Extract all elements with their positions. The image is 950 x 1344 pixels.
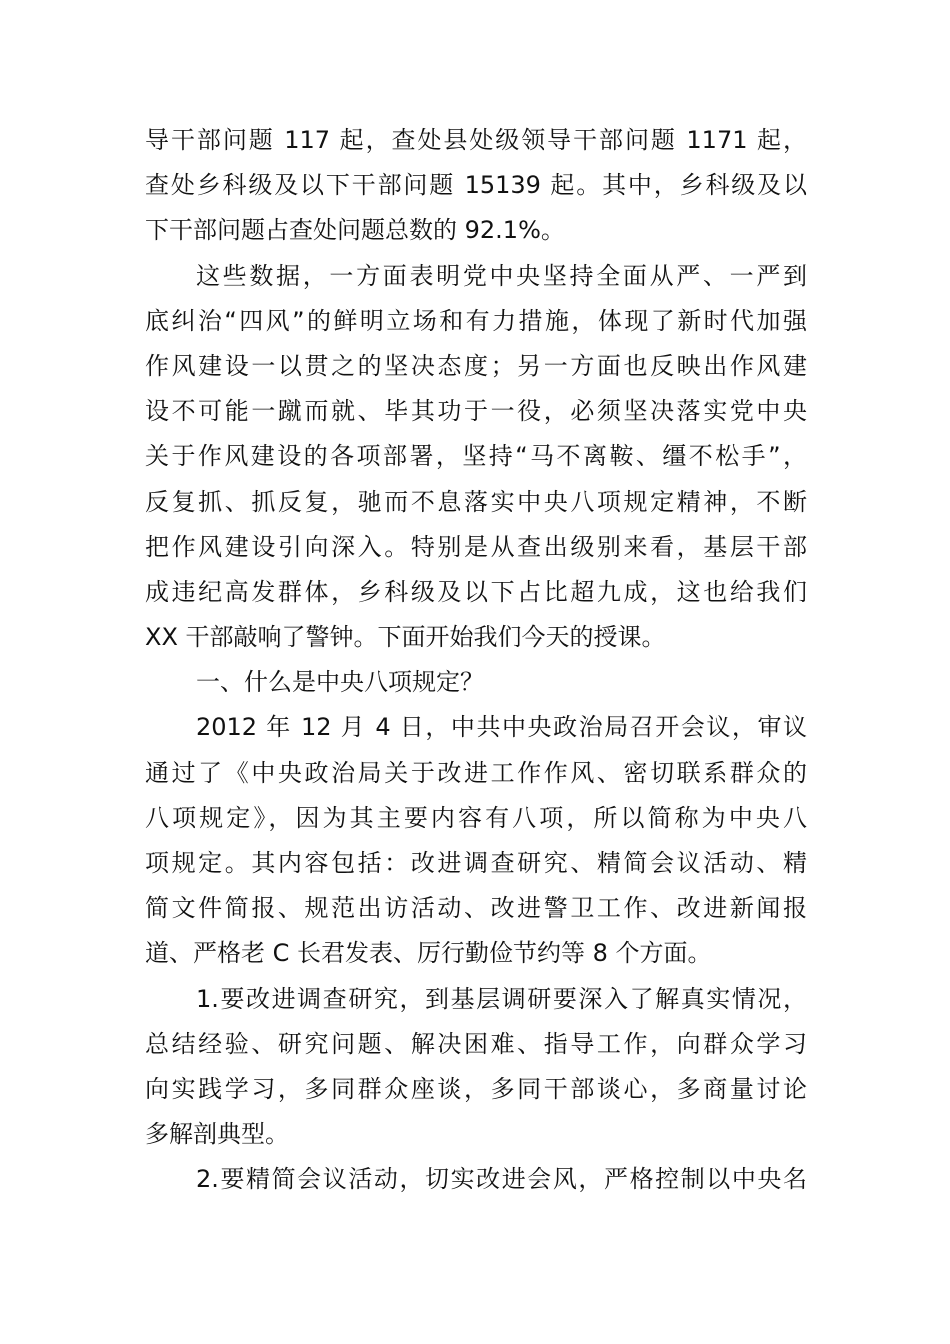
section-heading xyxy=(145,660,807,705)
text-line: 成违纪高发群体，乡科级及以下占比超九成，这也给我们 xyxy=(145,577,807,606)
text-line: 八项规定》，因为其主要内容有八项，所以简称为中央八 xyxy=(145,803,807,832)
paragraph-data-significance xyxy=(145,254,807,661)
text-line: 道、严格老 C 长君发表、厉行勤俭节约等 8 个方面。 xyxy=(145,939,712,968)
text-line: 通过了《中央政治局关于改进工作作风、密切联系群众的 xyxy=(145,758,807,787)
text-line: 设不可能一蹴而就、毕其功于一役，必须坚决落实党中央 xyxy=(145,397,807,426)
text-line: 底纠治“四风”的鲜明立场和有力措施，体现了新时代加强 xyxy=(145,306,807,335)
text-line: 作风建设一以贯之的坚决态度；另一方面也反映出作风建 xyxy=(145,351,807,380)
text-line: 2.要精简会议活动，切实改进会风，严格控制以中央名 xyxy=(196,1165,807,1194)
text-line: 查处乡科级及以下干部问题 15139 起。其中，乡科级及以 xyxy=(145,171,807,200)
heading-text: 一、什么是中央八项规定？ xyxy=(196,668,484,697)
text-line: 导干部问题 117 起，查处县处级领导干部问题 1171 起， xyxy=(145,126,807,154)
text-line: 简文件简报、规范出访活动、改进警卫工作、改进新闻报 xyxy=(145,894,807,923)
text-line: XX 干部敲响了警钟。下面开始我们今天的授课。 xyxy=(145,623,666,652)
text-line: 总结经验、研究问题、解决困难、指导工作，向群众学习 xyxy=(145,1029,807,1058)
paragraph-item-2 xyxy=(145,1157,807,1202)
text-line: 1.要改进调查研究，到基层调研要深入了解真实情况， xyxy=(196,984,807,1013)
text-line: 向实践学习，多同群众座谈，多同干部谈心，多商量讨论 xyxy=(145,1074,807,1103)
text-line: 下干部问题占查处问题总数的 92.1%。 xyxy=(145,216,565,245)
text-line: 反复抓、抓反复，驰而不息落实中央八项规定精神，不断 xyxy=(145,487,807,516)
paragraph-item-1 xyxy=(145,977,807,1158)
document-page xyxy=(145,118,807,1203)
paragraph-definition xyxy=(145,705,807,976)
text-line: 项规定。其内容包括：改进调查研究、精简会议活动、精 xyxy=(145,849,807,877)
text-line: 关于作风建设的各项部署，坚持“马不离鞍、缰不松手”， xyxy=(145,442,807,471)
text-line: 多解剖典型。 xyxy=(145,1120,289,1149)
text-line: 把作风建设引向深入。特别是从查出级别来看，基层干部 xyxy=(145,532,807,561)
paragraph-stats-continued xyxy=(145,118,807,254)
text-line: 2012 年 12 月 4 日，中共中央政治局召开会议，审议 xyxy=(196,713,807,742)
text-line: 这些数据，一方面表明党中央坚持全面从严、一严到 xyxy=(196,261,807,290)
